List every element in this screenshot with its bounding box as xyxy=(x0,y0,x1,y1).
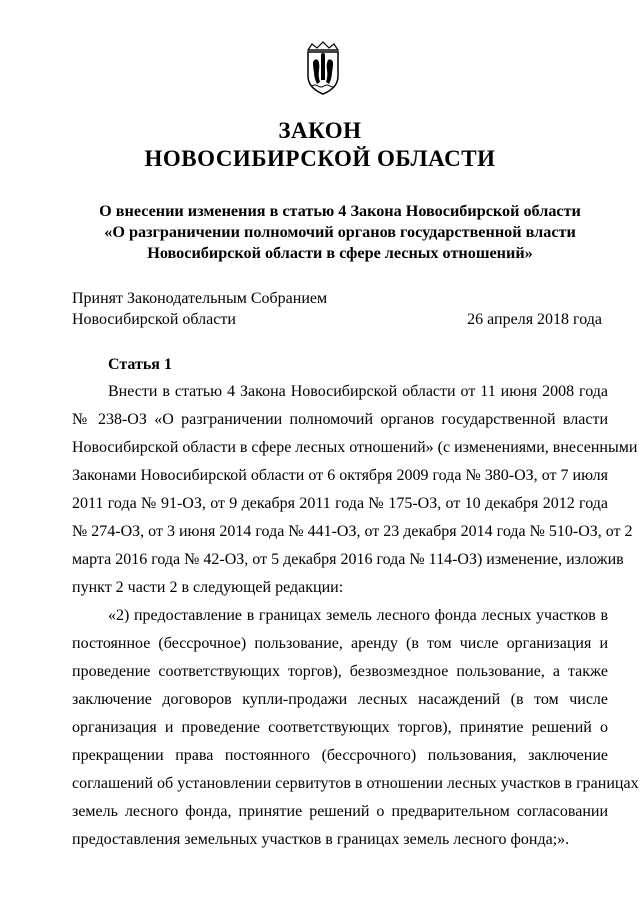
body-text-line: 2011 года № 91-ОЗ, от 9 декабря 2011 года № 175-ОЗ, от 10 декабря 2012 года xyxy=(72,495,608,512)
article-heading: Статья 1 xyxy=(108,356,172,373)
document-subtitle-line: «О разграничении полномочий органов государственной власти xyxy=(104,223,576,241)
document-subtitle-line: Новосибирской области в сфере лесных отношений» xyxy=(147,244,533,262)
body-text-line: № 274-ОЗ, от 3 июня 2014 года № 441-ОЗ, от 23 декабря 2014 года № 510-ОЗ, от 2 xyxy=(72,523,633,540)
quoted-text-line: земель лесного фонда, принятие решений о предварительном согласовании xyxy=(72,803,608,820)
quoted-text-line: постоянное (бессрочное) пользование, аренду (в том числе организация и xyxy=(72,635,608,652)
document-title: ЗАКОН xyxy=(278,118,362,143)
body-text-line: Внести в статью 4 Закона Новосибирской области от 11 июня 2008 года xyxy=(108,383,608,400)
quoted-text-line: предоставления земельных участков в границах земель лесного фонда;». xyxy=(72,831,570,848)
quoted-text-line: прекращении права постоянного (бессрочного) пользования, заключение xyxy=(72,747,608,764)
quoted-text-line: организация и проведение соответствующих торгов), принятие решений о xyxy=(72,719,608,736)
coat-of-arms-icon xyxy=(300,40,346,96)
quoted-text-line: «2) предоставление в границах земель лесного фонда лесных участков в xyxy=(108,607,608,624)
document-subtitle-line: О внесении изменения в статью 4 Закона Новосибирской области xyxy=(99,202,581,220)
adopted-by-region: Новосибирской области xyxy=(72,311,236,328)
quoted-text-line: заключение договоров купли-продажи лесных насаждений (в том числе xyxy=(72,691,608,708)
adoption-date: 26 апреля 2018 года xyxy=(467,311,602,328)
body-text-line: Законами Новосибирской области от 6 октября 2009 года № 380-ОЗ, от 7 июля xyxy=(72,467,608,484)
adopted-by-line: Принят Законодательным Собранием xyxy=(72,290,328,307)
quoted-text-line: соглашений об установлении сервитутов в отношении лесных участков в границах xyxy=(72,775,639,792)
body-text-line: № 238-ОЗ «О разграничении полномочий органов государственной власти xyxy=(72,411,608,428)
document-title-region: НОВОСИБИРСКОЙ ОБЛАСТИ xyxy=(144,146,496,171)
body-text-line: марта 2016 года № 42-ОЗ, от 5 декабря 2016 года № 114-ОЗ) изменение, изложив xyxy=(72,551,624,568)
body-text-line: Новосибирской области в сфере лесных отношений» (с изменениями, внесенными xyxy=(72,439,638,456)
body-text-line: пункт 2 части 2 в следующей редакции: xyxy=(72,579,344,596)
quoted-text-line: проведение соответствующих торгов), безвозмездное пользование, а также xyxy=(72,663,608,680)
